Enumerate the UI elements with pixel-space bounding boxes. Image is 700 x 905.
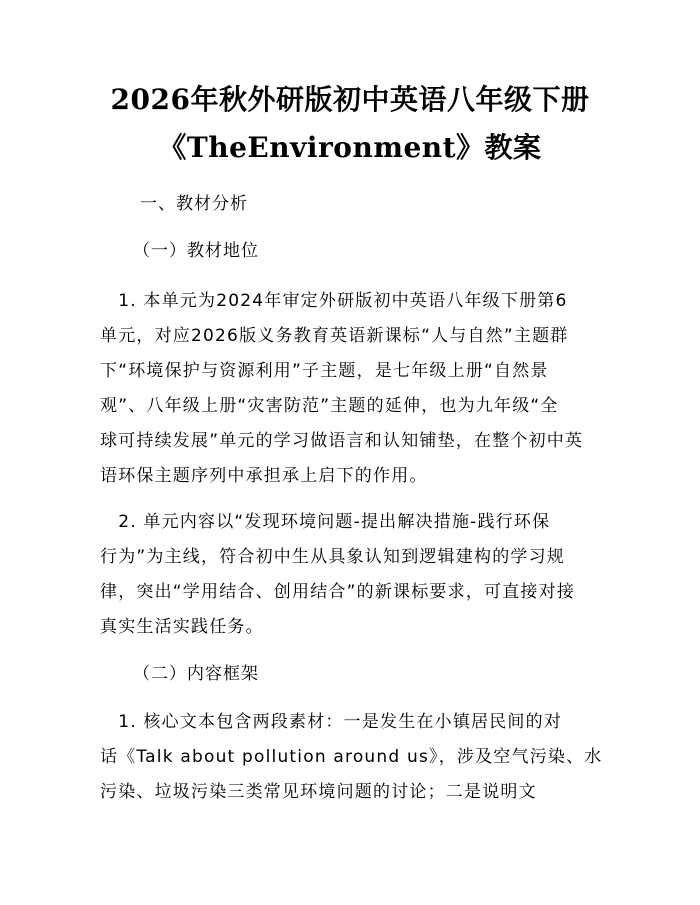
paragraph-line: 1. 核心文本包含两段素材：一是发生在小镇居民间的对 — [100, 712, 563, 732]
document-title-line-2: 《TheEnvironment》教案 — [158, 131, 542, 164]
paragraph-line: 律，突出“学用结合、创用结合”的新课标要求，可直接对接 — [100, 582, 576, 602]
paragraph-line: 真实生活实践任务。 — [100, 617, 264, 637]
paragraph-line: 行为”为主线，符合初中生从具象认知到逻辑建构的学习规 — [100, 547, 566, 567]
paragraph-line: 观”、八年级上册“灾害防范”主题的延伸，也为九年级“全 — [100, 396, 559, 416]
subsection-heading-textbook-position: （一）教材地位 — [133, 241, 259, 261]
paragraph-line: 下“环境保护与资源利用”子主题，是七年级上册“自然景 — [100, 361, 549, 381]
paragraph-unit-content — [100, 505, 602, 645]
paragraph-line: 2. 单元内容以“发现环境问题-提出解决措施-践行环保 — [100, 512, 551, 532]
paragraph-line: 球可持续发展”单元的学习做语言和认知铺垫，在整个初中英 — [100, 431, 584, 451]
paragraph-line: 单元，对应2026版义务教育英语新课标“人与自然”主题群 — [100, 326, 569, 346]
subsection-heading-content-framework: （二）内容框架 — [133, 664, 259, 684]
paragraph-line: 污染、垃圾污染三类常见环境问题的讨论；二是说明文 — [100, 782, 537, 802]
section-heading-textbook-analysis: 一、教材分析 — [140, 194, 248, 214]
paragraph-line: 1. 本单元为2024年审定外研版初中英语八年级下册第6 — [100, 291, 568, 311]
paragraph-core-text — [100, 705, 602, 810]
paragraph-line: 语环保主题序列中承担承上启下的作用。 — [100, 466, 428, 486]
paragraph-unit-position — [100, 284, 602, 494]
paragraph-line: 话《Talk about pollution around us》，涉及空气污染、水 — [100, 747, 603, 767]
document-title-line-1: 2026年秋外研版初中英语八年级下册 — [110, 83, 590, 116]
